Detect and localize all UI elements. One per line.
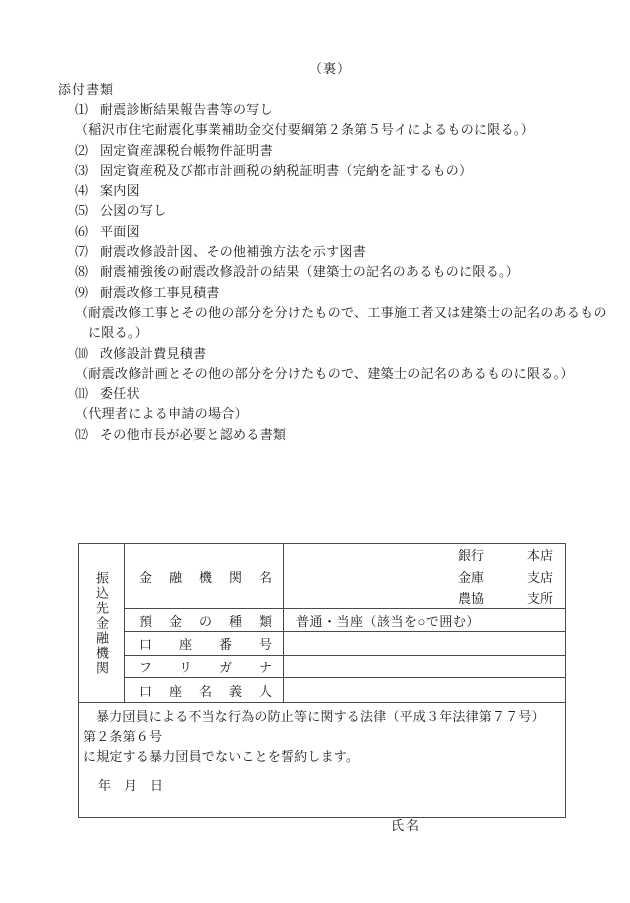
account-holder-value xyxy=(284,678,565,703)
item-number: ⑼ xyxy=(75,284,89,300)
deposit-type-label: 預 金 の 種 類 xyxy=(139,613,272,629)
institution-kind: 金庫 xyxy=(457,569,484,585)
list-item xyxy=(75,283,630,303)
institution-branch: 本店 xyxy=(526,548,553,564)
pledge-section xyxy=(79,703,565,834)
item-number: ⑹ xyxy=(75,223,89,239)
deposit-type-options: 普通・当座（該当を○で囲む） xyxy=(296,613,480,629)
list-item xyxy=(75,161,630,181)
item-text: 案内図 xyxy=(100,183,140,199)
item-text: 改修設計費見積書 xyxy=(100,345,207,361)
institution-kind: 銀行 xyxy=(457,548,484,564)
bank-table-vertical-label xyxy=(79,544,125,703)
item-text: 公図の写し xyxy=(100,203,167,219)
name-field: 氏名 xyxy=(391,818,422,834)
furigana-value xyxy=(284,656,565,678)
institution-type-row xyxy=(284,565,565,586)
list-item xyxy=(75,344,630,364)
list-item-note xyxy=(75,120,630,140)
vertical-label-text: 振込先金融機関 xyxy=(94,570,109,676)
item-text: 固定資産税及び都市計画税の納税証明書（完納を証するもの） xyxy=(100,162,473,178)
item-number: ⑺ xyxy=(75,244,89,260)
item-number: ⑿ xyxy=(75,426,89,442)
item-number: ⑽ xyxy=(75,345,89,361)
item-text: その他市長が必要と認める書類 xyxy=(100,426,287,442)
bank-transfer-table xyxy=(78,543,566,834)
item-text: 耐震改修工事見積書 xyxy=(100,284,220,300)
item-text: 固定資産課税台帳物件証明書 xyxy=(100,142,273,158)
attachments-list xyxy=(75,100,630,445)
note-text: （耐震改修工事とその他の部分を分けたもので、工事施工者又は建築士の記名のあるもの xyxy=(75,304,607,320)
item-text: 平面図 xyxy=(100,223,140,239)
list-item-note xyxy=(75,404,630,424)
item-number: ⑵ xyxy=(75,142,89,158)
list-item xyxy=(75,141,630,161)
account-number-label-cell xyxy=(125,632,284,656)
item-number: ⑷ xyxy=(75,183,89,199)
institution-type-row xyxy=(284,587,565,608)
institution-branch: 支店 xyxy=(526,569,553,585)
account-number-value xyxy=(284,632,565,656)
note-text: （稲沢市住宅耐震化事業補助金交付要綱第２条第５号イによるものに限る。） xyxy=(75,122,535,138)
list-item xyxy=(75,242,630,262)
item-number: ⑴ xyxy=(75,102,89,117)
deposit-type-label-cell xyxy=(125,609,284,632)
furigana-label: フ リ ガ ナ xyxy=(139,660,272,676)
item-number: ⑶ xyxy=(75,162,89,178)
item-number: ⑸ xyxy=(75,203,89,219)
pledge-text-line: に規定する暴力団員でないことを誓約します。 xyxy=(83,749,360,765)
note-text: に限る。） xyxy=(88,325,149,341)
item-number: ⑻ xyxy=(75,264,89,280)
list-item-note-continuation xyxy=(88,323,630,343)
note-text: （耐震改修計画とその他の部分を分けたもので、建築士の記名のあるものに限る。） xyxy=(75,365,574,381)
attachments-title: 添付書類 xyxy=(58,82,115,97)
date-field: 年 月 日 xyxy=(98,778,164,794)
list-item-note xyxy=(75,364,630,384)
institution-branch: 支所 xyxy=(526,590,553,606)
list-item xyxy=(75,262,630,282)
list-item xyxy=(75,222,630,242)
note-text: （代理者による申請の場合） xyxy=(75,406,248,422)
item-number: ⑾ xyxy=(75,386,89,402)
item-text: 耐震改修設計図、その他補強方法を示す図書 xyxy=(100,244,367,260)
page-side-label: （裏） xyxy=(308,61,351,76)
list-item xyxy=(75,384,630,404)
list-item-note xyxy=(75,303,630,323)
account-holder-label: 口 座 名 義 人 xyxy=(139,683,272,699)
account-number-label: 口 座 番 号 xyxy=(139,637,272,653)
deposit-type-value xyxy=(284,609,565,632)
item-text: 耐震診断結果報告書等の写し xyxy=(100,102,273,117)
institution-name-label: 金 融 機 関 名 xyxy=(139,569,272,585)
institution-name-label-cell xyxy=(125,544,284,609)
list-item xyxy=(75,181,630,201)
furigana-label-cell xyxy=(125,656,284,678)
account-holder-label-cell xyxy=(125,678,284,703)
list-item xyxy=(75,201,630,221)
institution-name-value-cell xyxy=(284,544,565,609)
pledge-text-line: 暴力団員による不当な行為の防止等に関する法律（平成３年法律第７７号）第２条第６号 xyxy=(83,709,545,745)
item-text: 耐震補強後の耐震改修設計の結果（建築士の記名のあるものに限る。） xyxy=(100,264,520,280)
list-item xyxy=(75,425,630,445)
item-text: 委任状 xyxy=(100,386,140,402)
institution-type-row xyxy=(284,544,565,565)
list-item xyxy=(75,100,630,120)
institution-kind: 農協 xyxy=(457,590,484,606)
